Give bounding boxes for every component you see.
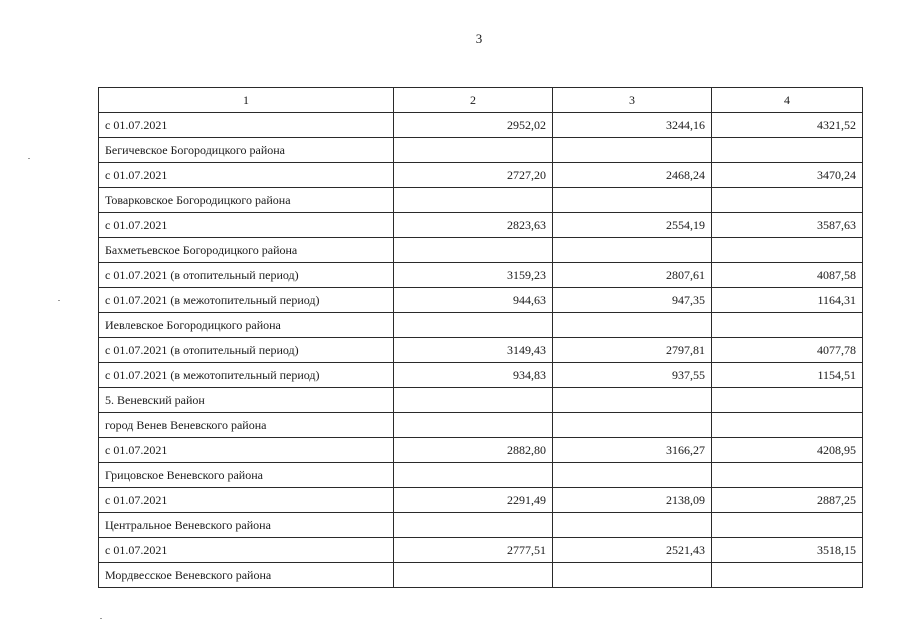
value-cell-col3: 2554,19 — [553, 213, 712, 238]
row-label-cell: с 01.07.2021 — [99, 113, 394, 138]
value-cell-col3: 2807,61 — [553, 263, 712, 288]
scan-speck — [58, 300, 60, 301]
page-number: 3 — [475, 31, 483, 46]
value-cell-col3: 2797,81 — [553, 338, 712, 363]
value-cell-col4: 3518,15 — [712, 538, 863, 563]
value-cell-col2: 2823,63 — [394, 213, 553, 238]
value-cell-col2: 944,63 — [394, 288, 553, 313]
column-header: 4 — [712, 88, 863, 113]
value-cell-col2 — [394, 138, 553, 163]
row-label-cell: Мордвесское Веневского района — [99, 563, 394, 588]
value-cell-col3 — [553, 413, 712, 438]
row-label-cell: с 01.07.2021 (в межотопительный период) — [99, 363, 394, 388]
value-cell-col2: 2291,49 — [394, 488, 553, 513]
row-label-cell: с 01.07.2021 (в межотопительный период) — [99, 288, 394, 313]
value-cell-col3: 937,55 — [553, 363, 712, 388]
row-label-cell: с 01.07.2021 — [99, 438, 394, 463]
value-cell-col4: 1154,51 — [712, 363, 863, 388]
value-cell-col4: 4087,58 — [712, 263, 863, 288]
value-cell-col4 — [712, 188, 863, 213]
table-row — [99, 438, 863, 463]
value-cell-col3: 2468,24 — [553, 163, 712, 188]
value-cell-col2 — [394, 313, 553, 338]
value-cell-col2: 2727,20 — [394, 163, 553, 188]
value-cell-col3 — [553, 138, 712, 163]
scan-speck — [28, 158, 30, 159]
value-cell-col4: 4208,95 — [712, 438, 863, 463]
table-row — [99, 563, 863, 588]
table-row — [99, 288, 863, 313]
value-cell-col4: 4321,52 — [712, 113, 863, 138]
column-header: 3 — [553, 88, 712, 113]
value-cell-col3 — [553, 313, 712, 338]
table-row — [99, 113, 863, 138]
value-cell-col2: 3159,23 — [394, 263, 553, 288]
row-label-cell: Бахметьевское Богородицкого района — [99, 238, 394, 263]
value-cell-col2: 2777,51 — [394, 538, 553, 563]
row-label-cell: Товарковское Богородицкого района — [99, 188, 394, 213]
row-label-cell: Бегичевское Богородицкого района — [99, 138, 394, 163]
table-row — [99, 213, 863, 238]
value-cell-col3 — [553, 513, 712, 538]
value-cell-col3: 2138,09 — [553, 488, 712, 513]
value-cell-col4 — [712, 138, 863, 163]
value-cell-col4 — [712, 463, 863, 488]
value-cell-col3: 3244,16 — [553, 113, 712, 138]
table-row — [99, 338, 863, 363]
value-cell-col3: 947,35 — [553, 288, 712, 313]
table-row — [99, 363, 863, 388]
table-row — [99, 163, 863, 188]
value-cell-col4 — [712, 413, 863, 438]
value-cell-col2: 934,83 — [394, 363, 553, 388]
value-cell-col4: 4077,78 — [712, 338, 863, 363]
table-row — [99, 463, 863, 488]
header-row — [99, 88, 863, 113]
value-cell-col3 — [553, 388, 712, 413]
value-cell-col4 — [712, 563, 863, 588]
value-cell-col4: 2887,25 — [712, 488, 863, 513]
value-cell-col2 — [394, 563, 553, 588]
row-label-cell: с 01.07.2021 (в отопительный период) — [99, 263, 394, 288]
table-body — [99, 113, 863, 588]
value-cell-col2 — [394, 188, 553, 213]
value-cell-col2 — [394, 513, 553, 538]
row-label-cell: Грицовское Веневского района — [99, 463, 394, 488]
value-cell-col2 — [394, 463, 553, 488]
table-row — [99, 313, 863, 338]
column-header: 2 — [394, 88, 553, 113]
tariff-table — [98, 87, 863, 588]
row-label-cell: 5. Веневский район — [99, 388, 394, 413]
value-cell-col3 — [553, 463, 712, 488]
table-row — [99, 513, 863, 538]
value-cell-col2 — [394, 388, 553, 413]
row-label-cell: Иевлевское Богородицкого района — [99, 313, 394, 338]
value-cell-col4 — [712, 313, 863, 338]
value-cell-col3: 2521,43 — [553, 538, 712, 563]
table-row — [99, 138, 863, 163]
row-label-cell: Центральное Веневского района — [99, 513, 394, 538]
value-cell-col2: 2952,02 — [394, 113, 553, 138]
value-cell-col3: 3166,27 — [553, 438, 712, 463]
row-label-cell: с 01.07.2021 — [99, 488, 394, 513]
value-cell-col4 — [712, 388, 863, 413]
value-cell-col4: 3470,24 — [712, 163, 863, 188]
column-header: 1 — [99, 88, 394, 113]
row-label-cell: город Венев Веневского района — [99, 413, 394, 438]
row-label-cell: с 01.07.2021 — [99, 538, 394, 563]
table-row — [99, 238, 863, 263]
value-cell-col2 — [394, 238, 553, 263]
value-cell-col2: 2882,80 — [394, 438, 553, 463]
row-label-cell: с 01.07.2021 — [99, 213, 394, 238]
value-cell-col4: 1164,31 — [712, 288, 863, 313]
row-label-cell: с 01.07.2021 — [99, 163, 394, 188]
row-label-cell: с 01.07.2021 (в отопительный период) — [99, 338, 394, 363]
table-row — [99, 188, 863, 213]
table-row — [99, 388, 863, 413]
value-cell-col4 — [712, 513, 863, 538]
table-row — [99, 538, 863, 563]
table-row — [99, 413, 863, 438]
value-cell-col3 — [553, 563, 712, 588]
value-cell-col2: 3149,43 — [394, 338, 553, 363]
value-cell-col4: 3587,63 — [712, 213, 863, 238]
value-cell-col3 — [553, 188, 712, 213]
value-cell-col4 — [712, 238, 863, 263]
scan-speck — [100, 618, 102, 619]
value-cell-col3 — [553, 238, 712, 263]
value-cell-col2 — [394, 413, 553, 438]
table-row — [99, 263, 863, 288]
table-row — [99, 488, 863, 513]
